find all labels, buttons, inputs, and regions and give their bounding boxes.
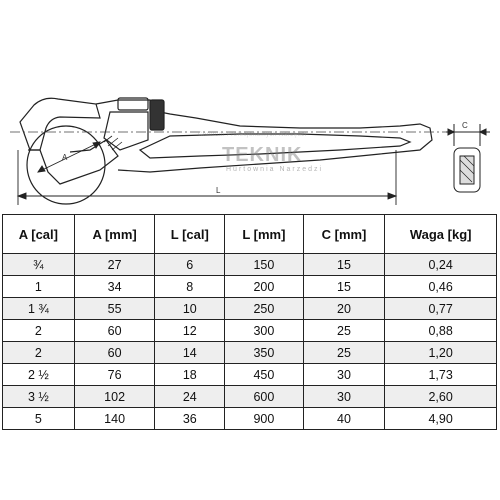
table-cell: 1 — [3, 276, 75, 298]
table-cell: ¾ — [3, 254, 75, 276]
table-cell: 25 — [303, 320, 385, 342]
col-header-c-mm: C [mm] — [303, 215, 385, 254]
pipe-circle — [27, 126, 105, 204]
table-cell: 250 — [225, 298, 304, 320]
table-cell: 27 — [74, 254, 155, 276]
table-cell: 15 — [303, 276, 385, 298]
table-cell: 24 — [155, 386, 225, 408]
dim-label-a: A — [62, 153, 68, 162]
table-cell: 1,73 — [385, 364, 497, 386]
table-cell: 200 — [225, 276, 304, 298]
watermark-logo — [198, 132, 352, 184]
table-cell: 15 — [303, 254, 385, 276]
col-header-l-mm: L [mm] — [225, 215, 304, 254]
table-cell: 30 — [303, 364, 385, 386]
table-cell: 102 — [74, 386, 155, 408]
adjusting-nut — [150, 100, 164, 130]
col-header-weight: Waga [kg] — [385, 215, 497, 254]
table-cell: 150 — [225, 254, 304, 276]
table-cell: 0,77 — [385, 298, 497, 320]
table-cell: 36 — [155, 408, 225, 430]
table-cell: 12 — [155, 320, 225, 342]
col-header-a-cal: A [cal] — [3, 215, 75, 254]
table-cell: 25 — [303, 342, 385, 364]
table-row — [3, 342, 497, 364]
table-cell: 0,46 — [385, 276, 497, 298]
table-row — [3, 298, 497, 320]
table-cell: 3 ½ — [3, 386, 75, 408]
table-cell: 0,88 — [385, 320, 497, 342]
table-cell: 10 — [155, 298, 225, 320]
table-cell: 20 — [303, 298, 385, 320]
table-cell: 76 — [74, 364, 155, 386]
table-header-row — [3, 215, 497, 254]
table-cell: 55 — [74, 298, 155, 320]
table-row — [3, 276, 497, 298]
col-header-a-mm: A [mm] — [74, 215, 155, 254]
table-cell: 14 — [155, 342, 225, 364]
table-cell: 4,90 — [385, 408, 497, 430]
dim-label-l: L — [216, 186, 221, 195]
watermark-brand: TEKNIK — [222, 144, 303, 166]
hook-jaw — [20, 98, 100, 150]
table-cell: 350 — [225, 342, 304, 364]
table-cell: 1 ¾ — [3, 298, 75, 320]
watermark-subtitle: Hurtownia Narzedzi — [226, 166, 324, 173]
table-cell: 0,24 — [385, 254, 497, 276]
table-cell: 450 — [225, 364, 304, 386]
table-cell: 8 — [155, 276, 225, 298]
table-cell: 60 — [74, 342, 155, 364]
table-cell: 6 — [155, 254, 225, 276]
table-cell: 1,20 — [385, 342, 497, 364]
table-cell: 2 — [3, 320, 75, 342]
table-row — [3, 386, 497, 408]
table-cell: 18 — [155, 364, 225, 386]
table-row — [3, 254, 497, 276]
table-cell: 40 — [303, 408, 385, 430]
table-row — [3, 408, 497, 430]
table-cell: 900 — [225, 408, 304, 430]
table-cell: 2,60 — [385, 386, 497, 408]
table-cell: 600 — [225, 386, 304, 408]
table-cell: 30 — [303, 386, 385, 408]
table-cell: 34 — [74, 276, 155, 298]
table-row — [3, 364, 497, 386]
table-cell: 2 ½ — [3, 364, 75, 386]
dim-label-c: C — [462, 121, 468, 130]
table-cell: 140 — [74, 408, 155, 430]
specification-table — [2, 214, 497, 430]
watermark-url: Centrum Profesjonalnych Narzędzi — [198, 132, 307, 138]
table-cell: 300 — [225, 320, 304, 342]
table-cell: 2 — [3, 342, 75, 364]
table-row — [3, 320, 497, 342]
table-cell: 60 — [74, 320, 155, 342]
table-cell: 5 — [3, 408, 75, 430]
col-header-l-cal: L [cal] — [155, 215, 225, 254]
